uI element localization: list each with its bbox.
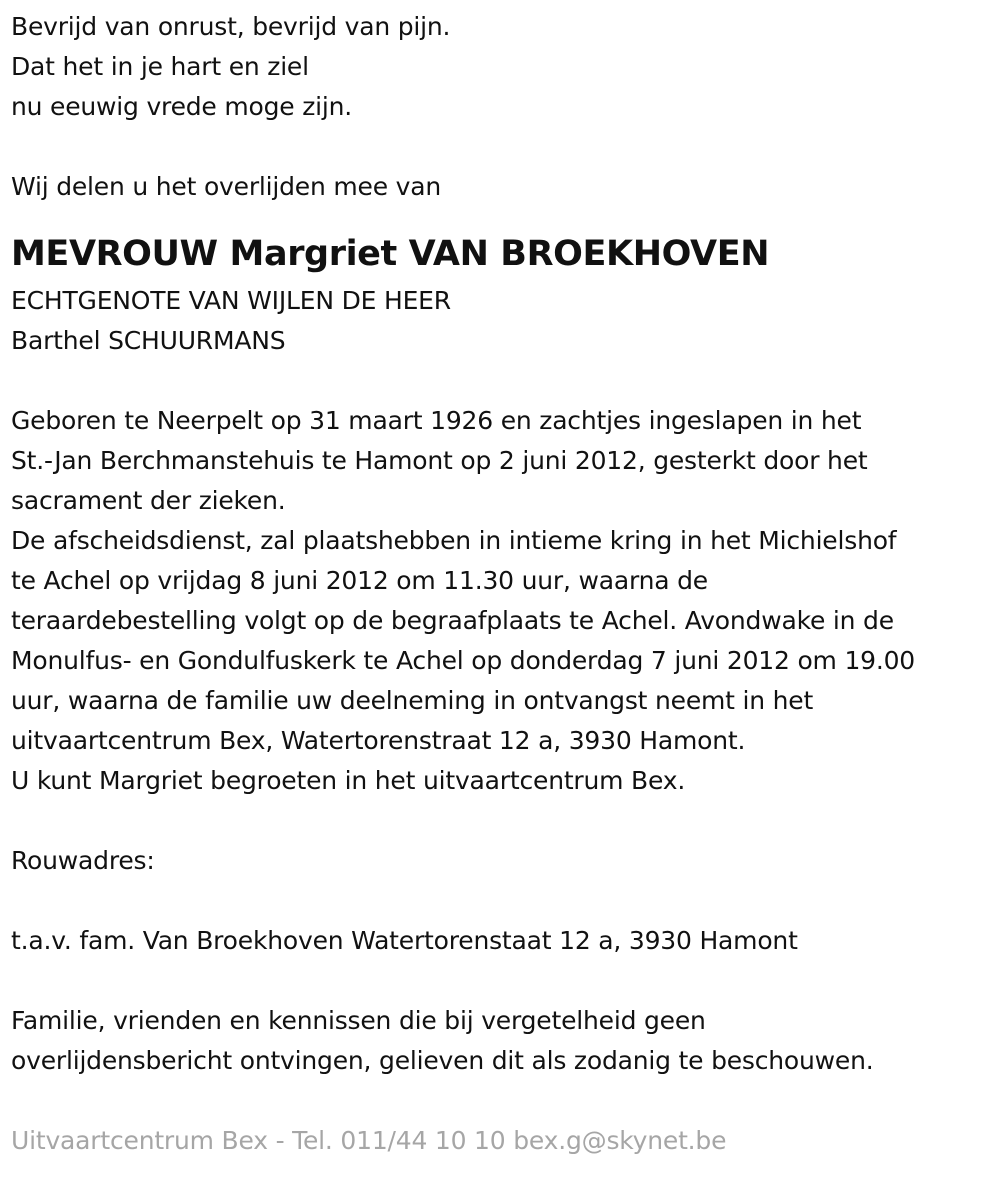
- spouse-title: ECHTGENOTE VAN WIJLEN DE HEER: [11, 286, 451, 315]
- details-line: uitvaartcentrum Bex, Watertorenstraat 12 a, 3930 Hamont.: [11, 726, 746, 755]
- details-line: Geboren te Neerpelt op 31 maart 1926 en zachtjes ingeslapen in het: [11, 406, 862, 435]
- poem-line: nu eeuwig vrede moge zijn.: [11, 92, 353, 121]
- details-line: te Achel op vrijdag 8 juni 2012 om 11.30 uur, waarna de: [11, 566, 708, 595]
- spacer: [11, 961, 991, 1001]
- closing-line: Familie, vrienden en kennissen die bij vergetelheid geen: [11, 1006, 706, 1035]
- poem-line: Dat het in je hart en ziel: [11, 52, 309, 81]
- spacer: [11, 361, 991, 401]
- deceased-name: MEVROUW Margriet VAN BROEKHOVEN: [11, 234, 770, 274]
- poem-line: Bevrijd van onrust, bevrijd van pijn.: [11, 12, 451, 41]
- closing: [11, 1001, 991, 1081]
- details-line: De afscheidsdienst, zal plaatshebben in intieme kring in het Michielshof: [11, 526, 897, 555]
- mourning-address: t.a.v. fam. Van Broekhoven Watertorenstaat 12 a, 3930 Hamont: [11, 926, 798, 955]
- mourning-address-label: Rouwadres:: [11, 846, 155, 875]
- intro-text: Wij delen u het overlijden mee van: [11, 172, 441, 201]
- details-line: teraardebestelling volgt op de begraafplaats te Achel. Avondwake in de: [11, 606, 894, 635]
- closing-line: overlijdensbericht ontvingen, gelieven dit als zodanig te beschouwen.: [11, 1046, 874, 1075]
- details-line: St.-Jan Berchmanstehuis te Hamont op 2 juni 2012, gesterkt door het: [11, 446, 868, 475]
- poem: [11, 7, 991, 127]
- details: [11, 401, 991, 801]
- details-line: uur, waarna de familie uw deelneming in ontvangst neemt in het: [11, 686, 814, 715]
- details-line: Monulfus- en Gondulfuskerk te Achel op donderdag 7 juni 2012 om 19.00: [11, 646, 916, 675]
- details-line: U kunt Margriet begroeten in het uitvaartcentrum Bex.: [11, 766, 686, 795]
- spacer: [11, 801, 991, 841]
- spacer: [11, 1081, 991, 1121]
- spacer: [11, 127, 991, 167]
- spacer: [11, 881, 991, 921]
- funeral-home-footer: Uitvaartcentrum Bex - Tel. 011/44 10 10 bex.g@skynet.be: [11, 1126, 727, 1155]
- details-line: sacrament der zieken.: [11, 486, 286, 515]
- obituary-notice: [11, 7, 991, 1161]
- spouse-name: Barthel SCHUURMANS: [11, 326, 286, 355]
